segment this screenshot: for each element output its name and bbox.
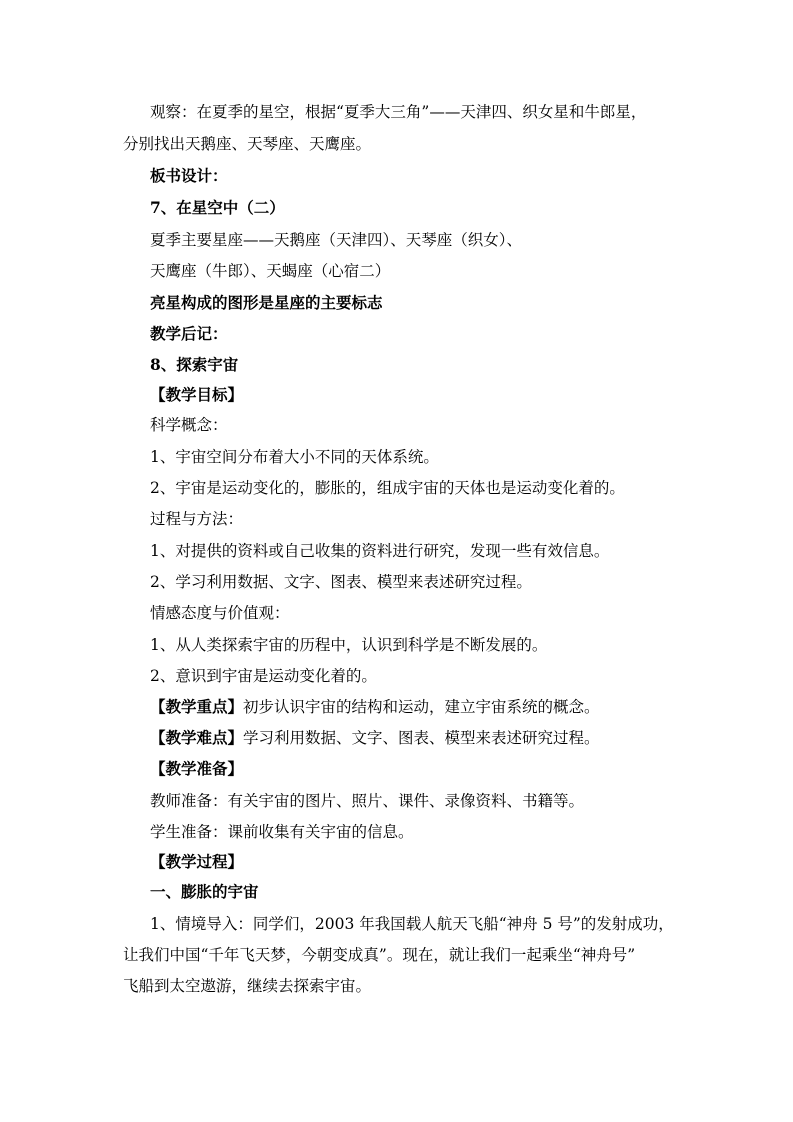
bright-stars-line: 亮星构成的图形是星座的主要标志	[150, 293, 383, 312]
summer-constellations-line-1: 夏季主要星座——天鹅座（天津四）、天琴座（织女）、	[150, 231, 523, 249]
student-preparation: 学生准备：课前收集有关宇宙的信息。	[150, 823, 414, 841]
observation-line-2: 分别找出天鹅座、天琴座、天鹰座。	[123, 135, 372, 153]
teaching-process-heading: 【教学过程】	[150, 852, 244, 871]
preparation-heading: 【教学准备】	[150, 759, 244, 778]
postscript-heading: 教学后记：	[150, 324, 228, 343]
board-design-heading: 板书设计：	[150, 166, 228, 185]
key-points-text: 初步认识宇宙的结构和运动，建立宇宙系统的概念。	[243, 698, 600, 716]
intro-line-2: 让我们中国“千年飞天梦，今朝变成真”。现在，就让我们一起乘坐“神舟号”	[123, 946, 636, 964]
key-points-label: 【教学重点】	[150, 697, 244, 716]
observation-line-1: 观察：在夏季的星空，根据“夏季大三角”——天津四、织女星和牛郎星，	[150, 103, 647, 121]
attitude-label: 情感态度与价值观：	[150, 604, 290, 622]
process-item-1: 1、对提供的资料或自己收集的资料进行研究，发现一些有效信息。	[150, 542, 610, 560]
process-label: 过程与方法：	[150, 510, 244, 528]
attitude-item-1: 1、从人类探索宇宙的历程中，认识到科学是不断发展的。	[150, 636, 548, 654]
intro-line-3: 飞船到太空遨游，继续去探索宇宙。	[123, 977, 372, 995]
difficulty-line	[150, 723, 600, 753]
attitude-item-2: 2、意识到宇宙是运动变化着的。	[150, 667, 377, 685]
difficulty-text: 学习利用数据、文字、图表、模型来表述研究过程。	[243, 729, 600, 747]
teacher-preparation: 教师准备：有关宇宙的图片、照片、课件、录像资料、书籍等。	[150, 792, 585, 810]
concept-label: 科学概念：	[150, 416, 228, 434]
intro-line-1: 1、情境导入：同学们，2003 年我国载人航天飞船“神舟 5 号”的发射成功，	[150, 915, 674, 933]
summer-constellations-line-2: 天鹰座（牛郎）、天蝎座（心宿二）	[150, 262, 391, 280]
goals-heading: 【教学目标】	[150, 385, 244, 404]
lesson-7-title: 7、在星空中（二）	[150, 198, 285, 217]
process-item-2: 2、学习利用数据、文字、图表、模型来表述研究过程。	[150, 573, 532, 591]
key-points-line	[150, 692, 600, 722]
difficulty-label: 【教学难点】	[150, 728, 244, 747]
concept-item-2: 2、宇宙是运动变化的，膨胀的，组成宇宙的天体也是运动变化着的。	[150, 479, 625, 497]
lesson-8-title: 8、探索宇宙	[150, 355, 239, 374]
concept-item-1: 1、宇宙空间分布着大小不同的天体系统。	[150, 448, 439, 466]
section-1-title: 一、膨胀的宇宙	[150, 882, 259, 901]
